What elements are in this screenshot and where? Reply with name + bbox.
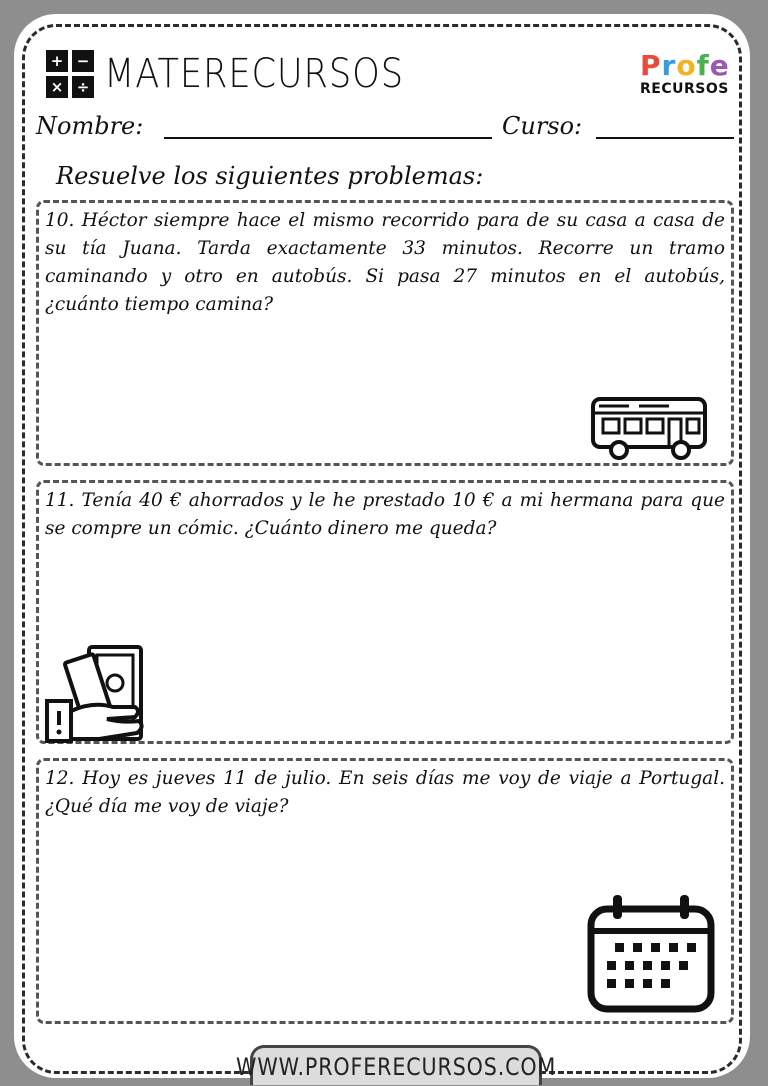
logo-letter: r <box>661 49 677 82</box>
logo-letter: P <box>640 49 662 82</box>
course-field[interactable] <box>596 137 734 139</box>
plus-symbol: + <box>46 50 68 72</box>
website-footer[interactable] <box>235 1045 557 1085</box>
divide-symbol: ÷ <box>72 76 94 98</box>
problem-box[interactable] <box>36 200 734 466</box>
brand-title: MATERECURSOS <box>104 51 404 97</box>
student-fields <box>36 112 736 142</box>
problem-box[interactable] <box>36 758 734 1024</box>
logo-profe <box>640 49 730 82</box>
problem-text: 10. Héctor siempre hace el mismo recorrido para de su casa a casa de su tía Juana. Tarda exactamente 33 minutos. Recorre un tramo caminando y otro en autobús. Si pasa 27 minutos en el autobús, ¿cuánto tiempo camina? <box>45 210 725 315</box>
logo-letter: e <box>709 49 730 82</box>
bus-icon <box>589 395 709 461</box>
math-symbols-icon <box>46 50 94 98</box>
logo-letter: o <box>676 49 697 82</box>
minus-symbol: − <box>72 50 94 72</box>
name-label: Nombre: <box>36 112 144 140</box>
brand-header <box>46 48 445 100</box>
instruction-text: Resuelve los siguientes problemas: <box>56 162 484 190</box>
problem-text: 11. Tenía 40 € ahorrados y le he prestado 10 € a mi hermana para que se compre un cómic. ¿Cuánto dinero me queda? <box>45 490 725 539</box>
course-label: Curso: <box>502 112 583 140</box>
website-url: WWW.PROFERECURSOS.COM <box>235 1052 557 1081</box>
calendar-icon <box>585 891 717 1015</box>
problem-box[interactable] <box>36 480 734 744</box>
money-hand-icon <box>43 641 147 745</box>
logo-letter: f <box>696 49 710 82</box>
problem-text: 12. Hoy es jueves 11 de julio. En seis días me voy de viaje a Portugal. ¿Qué día me voy de viaje? <box>45 768 725 817</box>
logo-recursos: RECURSOS <box>640 81 729 97</box>
name-field[interactable] <box>164 137 492 139</box>
profe-recursos-logo <box>640 49 730 97</box>
times-symbol: × <box>46 76 68 98</box>
